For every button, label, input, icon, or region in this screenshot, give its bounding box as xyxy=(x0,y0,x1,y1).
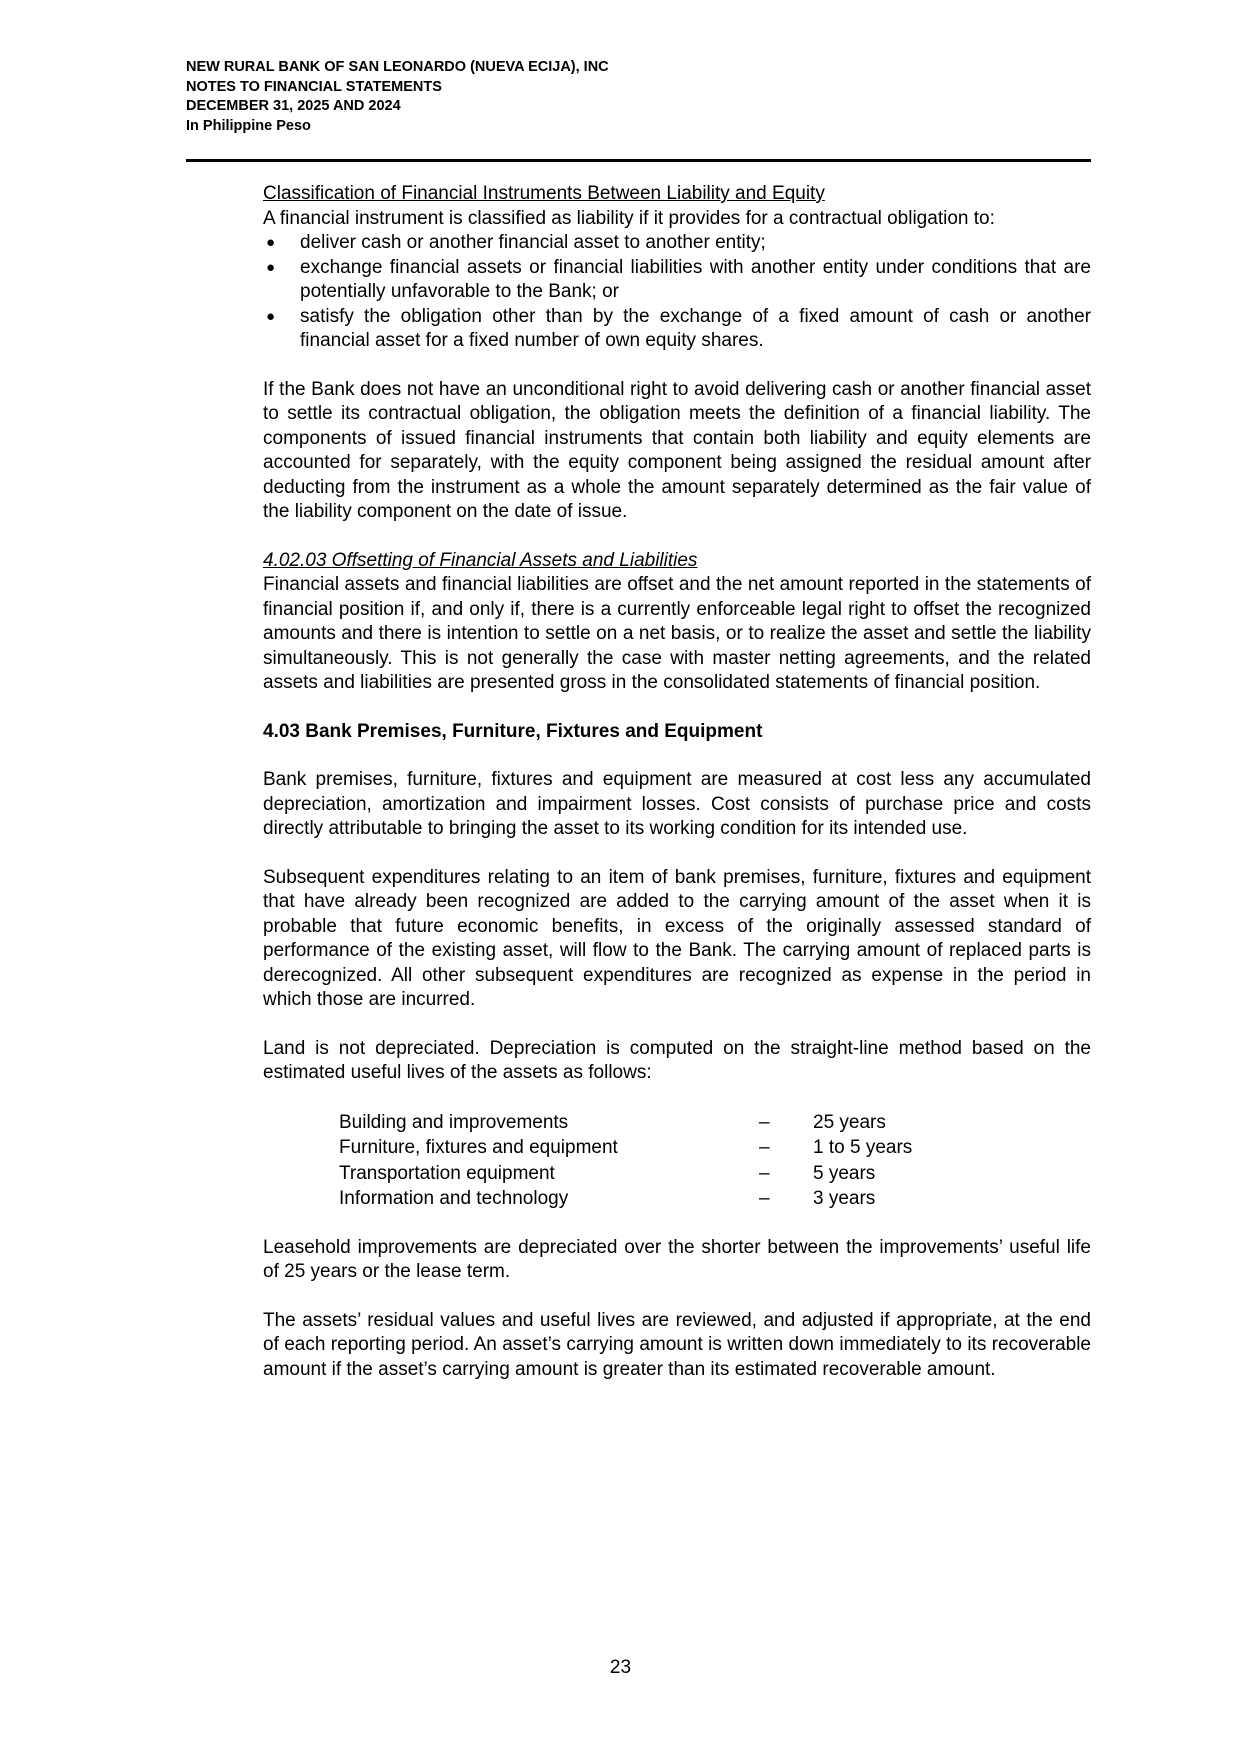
table-row xyxy=(339,1161,912,1187)
page-number: 23 xyxy=(609,1657,632,1678)
obligation-bullet-list xyxy=(263,231,1091,354)
statement-date: DECEMBER 31, 2025 AND 2024 xyxy=(186,98,401,114)
asset-class: Building and improvements xyxy=(339,1111,569,1133)
company-name: NEW RURAL BANK OF SAN LEONARDO (NUEVA ECIJA), INC xyxy=(186,59,609,75)
dash-separator: – xyxy=(759,1188,770,1209)
table-row xyxy=(339,1135,912,1161)
asset-class: Information and technology xyxy=(339,1188,569,1209)
document-body xyxy=(263,182,1091,1382)
premises-paragraph-1: Bank premises, furniture, fixtures and equipment are measured at cost less any accumulated depreciation, amortization and impairment losses. Cost consists of purchase price and costs directly attributable to bringing the asset to its working condition for its intended use. xyxy=(263,769,1091,839)
list-item-text: deliver cash or another financial asset to another entity; xyxy=(300,232,766,253)
statement-title: NOTES TO FINANCIAL STATEMENTS xyxy=(186,78,442,95)
premises-heading: 4.03 Bank Premises, Furniture, Fixtures and Equipment xyxy=(263,720,763,742)
list-item xyxy=(263,231,1091,256)
dash-separator: – xyxy=(759,1162,770,1184)
classification-intro: A financial instrument is classified as liability if it provides for a contractual obligation to: xyxy=(263,207,995,229)
useful-life: 5 years xyxy=(813,1162,876,1184)
list-item-text: satisfy the obligation other than by the exchange of a fixed amount of cash or another financial asset for a fixed number of own equity shares. xyxy=(300,305,1091,351)
bullet-icon: ● xyxy=(266,258,276,276)
table-row xyxy=(339,1186,912,1212)
useful-life: 1 to 5 years xyxy=(813,1137,913,1158)
header-divider xyxy=(186,159,1091,162)
classification-paragraph: If the Bank does not have an unconditional right to avoid delivering cash or another financial asset to settle its contractual obligation, the obligation meets the definition of a financial liability. The components of issued financial instruments that contain both liability and equity elements are accounted for separately, with the equity component being assigned the residual amount after deducting from the instrument as a whole the amount separately determined as the fair value of the liability component on the date of issue. xyxy=(263,378,1091,522)
premises-paragraph-4: Leasehold improvements are depreciated over the shorter between the improvements’ useful life of 25 years or the lease term. xyxy=(263,1236,1091,1282)
premises-paragraph-3: Land is not depreciated. Depreciation is computed on the straight-line method based on the estimated useful lives of the assets as follows: xyxy=(263,1037,1091,1083)
classification-heading-text: Classification of Financial Instruments Between Liability and Equity xyxy=(263,183,825,204)
offsetting-paragraph: Financial assets and financial liabilities are offset and the net amount reported in the statements of financial position if, and only if, there is a currently enforceable legal right to offset the recognized amounts and there is intention to settle on a net basis, or to realize the asset and settle the liability simultaneously. This is not generally the case with master netting agreements, and the related assets and liabilities are presented gross in the consolidated statements of financial position. xyxy=(263,574,1091,693)
dash-separator: – xyxy=(759,1137,770,1158)
premises-paragraph-2: Subsequent expenditures relating to an item of bank premises, furniture, fixtures and equipment that have already been recognized are added to the carrying amount of the asset when it is probable that future economic benefits, in excess of the originally assessed standard of performance of the existing asset, will flow to the Bank. The carrying amount of replaced parts is derecognized. All other subsequent expenditures are recognized as expense in the period in which those are incurred. xyxy=(263,866,1091,1010)
list-item xyxy=(263,305,1091,354)
asset-class: Furniture, fixtures and equipment xyxy=(339,1137,618,1158)
offsetting-heading-text: 4.02.03 Offsetting of Financial Assets and Liabilities xyxy=(263,549,698,571)
asset-class: Transportation equipment xyxy=(339,1162,555,1184)
bullet-icon: ● xyxy=(266,234,276,251)
useful-life: 25 years xyxy=(813,1111,886,1133)
premises-paragraph-5: The assets’ residual values and useful lives are reviewed, and adjusted if appropriate, at the end of each reporting period. An asset’s carrying amount is written down immediately to its recoverable amount if the asset’s carrying amount is greater than its estimated recoverable amount. xyxy=(263,1309,1091,1380)
currency-note: In Philippine Peso xyxy=(186,117,311,134)
list-item-text: exchange financial assets or financial liabilities with another entity under conditions that are potentially unfavorable to the Bank; or xyxy=(300,256,1091,302)
useful-life: 3 years xyxy=(813,1188,876,1209)
table-row xyxy=(339,1110,912,1136)
bullet-icon: ● xyxy=(266,307,276,325)
useful-lives-table xyxy=(339,1110,912,1212)
list-item xyxy=(263,256,1091,305)
offsetting-heading xyxy=(263,549,1091,574)
classification-heading xyxy=(263,182,1091,207)
document-header xyxy=(186,58,886,136)
dash-separator: – xyxy=(759,1111,770,1133)
